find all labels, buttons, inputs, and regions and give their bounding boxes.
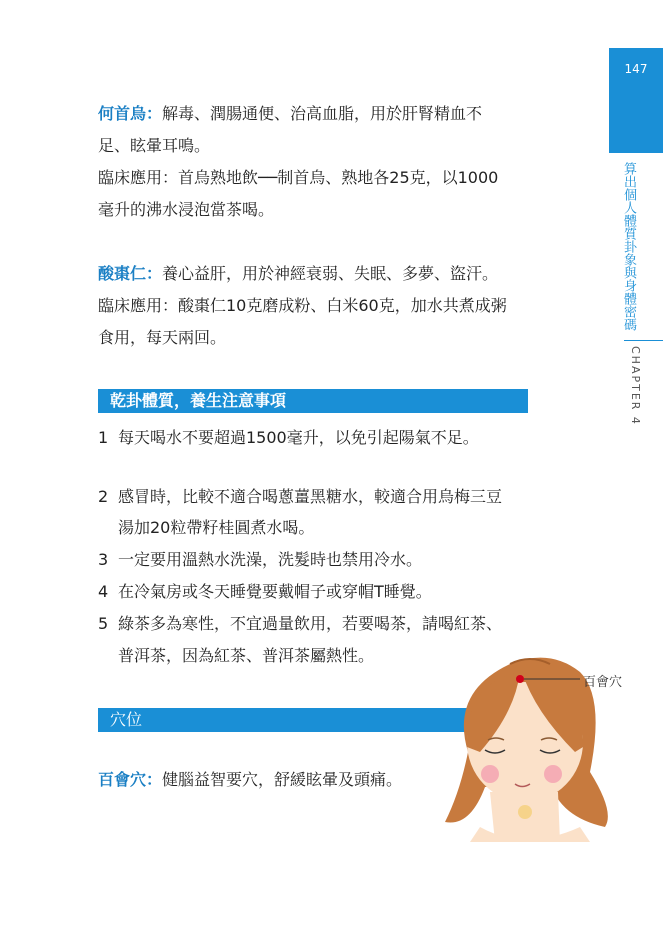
item-text: 感冒時，比較不適合喝蔥薑黑糖水，較適合用烏梅三豆: [118, 487, 503, 506]
item-text: 在冷氣房或冬天睡覺要戴帽子或穿帽T睡覺。: [118, 582, 432, 601]
herb-clinical-cont: 毫升的沸水浸泡當茶喝。: [98, 200, 275, 219]
item-text: 一定要用溫熱水洗澡，洗髮時也禁用冷水。: [118, 550, 423, 569]
herb-desc: 解毒、潤腸通便、治高血脂，用於肝腎精血不: [162, 104, 483, 123]
herb-suanzaoren: [98, 264, 498, 284]
herb-desc: 養心益肝，用於神經衰弱、失眠、多夢、盜汗。: [162, 264, 499, 283]
section-header-care: 乾卦體質，養生注意事項: [98, 389, 528, 413]
item-number: 1: [98, 428, 109, 447]
item-text-cont: 普洱茶，因為紅茶、普洱茶屬熱性。: [118, 646, 375, 665]
list-item: [98, 550, 422, 570]
list-item: [98, 487, 502, 507]
acupoint-text: 健腦益智要穴，舒緩眩暈及頭痛。: [162, 770, 403, 789]
herb-heshouwu: [98, 104, 482, 124]
item-number: 4: [98, 582, 109, 601]
chapter-label: CHAPTER 4: [629, 346, 642, 426]
herb-clinical-cont: 食用，每天兩回。: [98, 328, 227, 347]
item-text: 每天喝水不要超過1500毫升，以免引起陽氣不足。: [118, 428, 479, 447]
list-item: [98, 614, 502, 634]
item-text-cont: 湯加20粒帶籽桂圓煮水喝。: [118, 518, 315, 537]
item-number: 2: [98, 487, 109, 506]
acupoint-name: 百會穴：: [98, 770, 163, 789]
section-header-acupoint: 穴位: [98, 708, 468, 732]
herb-name: 何首烏：: [98, 104, 163, 123]
herb-desc-cont: 足、眩暈耳鳴。: [98, 136, 211, 155]
acupoint-desc: [98, 770, 402, 790]
item-number: 3: [98, 550, 109, 569]
list-item: [98, 428, 479, 448]
page-number: 147: [624, 62, 648, 76]
herb-clinical: 臨床應用：首烏熟地飲──制首烏、熟地各25克，以1000: [98, 168, 499, 187]
list-item: [98, 582, 432, 602]
herb-clinical: 臨床應用：酸棗仁10克磨成粉、白米60克，加水共煮成粥: [98, 296, 507, 315]
herb-name: 酸棗仁：: [98, 264, 163, 283]
acupoint-label: 百會穴: [583, 675, 623, 690]
side-divider: [624, 340, 663, 341]
item-text: 綠茶多為寒性，不宜過量飲用，若要喝茶，請喝紅茶、: [118, 614, 503, 633]
face-illustration: [440, 652, 663, 842]
chapter-title: 算出個人體質卦象與身體密碼: [621, 162, 636, 331]
item-number: 5: [98, 614, 109, 633]
